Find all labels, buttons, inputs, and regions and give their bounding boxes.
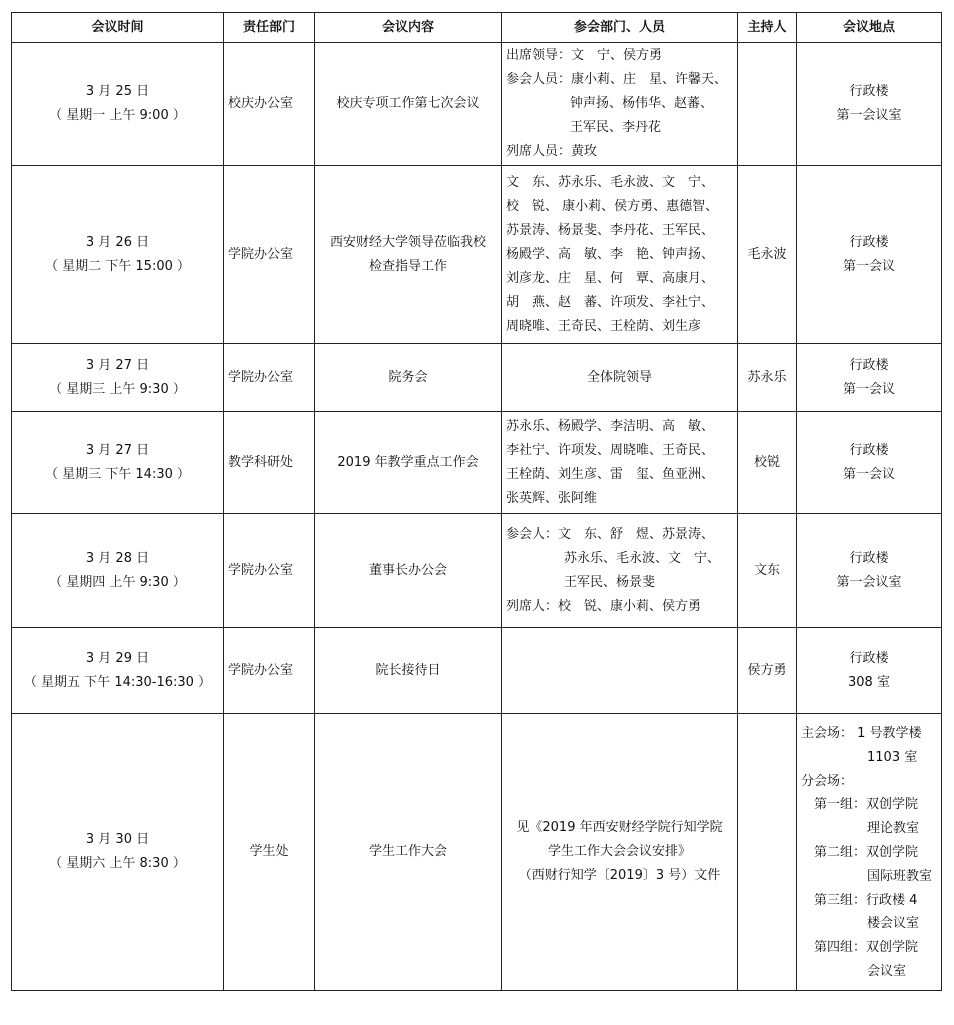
attendee-note: 学生工作大会会议安排》 — [547, 844, 691, 859]
meeting-weekday-time: （ 星期四 上午 9:30 ） — [49, 574, 186, 590]
meeting-time-cell — [12, 514, 224, 628]
host: 文东 — [753, 562, 780, 578]
host-cell — [738, 714, 797, 991]
host: 毛永波 — [747, 246, 787, 262]
content-cell — [315, 514, 502, 628]
meeting-weekday-time: （ 星期一 上午 9:00 ） — [49, 108, 186, 123]
content: 董事长办公会 — [368, 562, 447, 578]
attendee-line: 列席人：校 锐、康小莉、侯方勇 — [506, 598, 702, 614]
location-line: 行政楼 — [849, 234, 889, 250]
location-cell — [797, 166, 942, 344]
location-line: 行政楼 — [849, 357, 889, 373]
table-row — [12, 628, 942, 714]
location-cell — [797, 628, 942, 714]
meeting-weekday-time: （ 星期五 下午 14:30-16:30 ） — [23, 674, 212, 690]
location-line: 第一会议 — [842, 381, 895, 397]
dept: 学院办公室 — [228, 562, 294, 578]
location-line: 1103 室 — [867, 749, 918, 765]
host: 侯方勇 — [747, 662, 787, 678]
meeting-time-cell — [12, 166, 224, 344]
attendee-note: （西财行知学〔2019〕3 号）文件 — [518, 868, 721, 883]
dept-cell — [224, 412, 315, 514]
attendee-line: 钟声扬、杨伟华、赵蕃、 — [570, 96, 714, 111]
meeting-weekday-time: （ 星期二 下午 15:00 ） — [45, 258, 190, 274]
location-cell — [797, 514, 942, 628]
attendee-line: 王军民、杨景斐 — [564, 574, 656, 590]
attendees-cell — [502, 412, 738, 514]
content: 院长接待日 — [375, 662, 441, 678]
host-cell — [738, 412, 797, 514]
dept: 教学科研处 — [228, 454, 294, 470]
meeting-schedule-table — [11, 12, 942, 991]
host-cell — [738, 43, 797, 166]
header-dept: 责任部门 — [224, 13, 315, 43]
host: 苏永乐 — [747, 369, 787, 385]
dept: 校庆办公室 — [228, 96, 294, 111]
content-cell — [315, 344, 502, 412]
dept: 学生处 — [249, 844, 289, 859]
location-line: 楼会议室 — [867, 916, 920, 932]
attendee-line: 胡 燕、赵 蕃、许项发、李社宁、 — [506, 294, 715, 310]
location-line: 第三组：行政楼 4 — [801, 892, 918, 908]
meeting-time-cell — [12, 628, 224, 714]
content: 学生工作大会 — [368, 844, 447, 859]
attendees-summary: 全体院领导 — [586, 369, 652, 385]
content-cell — [315, 43, 502, 166]
meeting-time-cell — [12, 344, 224, 412]
location-line: 第一组：双创学院 — [801, 797, 919, 813]
table-row — [12, 714, 942, 991]
content-cell — [315, 714, 502, 991]
attendee-line: 王栓荫、刘生彦、雷 玺、鱼亚洲、 — [506, 466, 715, 482]
dept-cell — [224, 43, 315, 166]
table-row — [12, 412, 942, 514]
location-line: 行政楼 — [849, 550, 889, 566]
attendees-cell — [502, 514, 738, 628]
location-line: 行政楼 — [849, 84, 889, 99]
dept-cell — [224, 628, 315, 714]
meeting-date: 3 月 29 日 — [85, 650, 150, 666]
host-cell — [738, 344, 797, 412]
header-location: 会议地点 — [797, 13, 942, 43]
attendee-line: 苏景涛、杨景斐、李丹花、王军民、 — [506, 222, 715, 238]
host-cell — [738, 628, 797, 714]
attendee-line: 杨殿学、高 敏、李 艳、钟声扬、 — [506, 246, 715, 262]
meeting-weekday-time: （ 星期三 上午 9:30 ） — [49, 381, 186, 397]
location-line: 会议室 — [867, 963, 907, 979]
attendee-line: 参会人员：康小莉、庄 星、许馨天、 — [506, 72, 728, 87]
location-line: 第一会议 — [842, 258, 895, 274]
attendee-line: 李社宁、许项发、周晓唯、王奇民、 — [506, 442, 715, 458]
attendee-line: 王军民、李丹花 — [570, 120, 662, 135]
dept: 学院办公室 — [228, 246, 294, 262]
meeting-date: 3 月 27 日 — [85, 442, 150, 458]
dept-cell — [224, 514, 315, 628]
attendee-line: 参会人：文 东、舒 煜、苏景涛、 — [506, 526, 715, 542]
table-row — [12, 43, 942, 166]
meeting-date: 3 月 25 日 — [85, 84, 150, 99]
location-line: 308 室 — [848, 674, 890, 690]
location-line: 行政楼 — [849, 650, 889, 666]
meeting-time-cell — [12, 714, 224, 991]
attendee-line: 出席领导：文 宁、侯方勇 — [506, 48, 663, 63]
location-line: 第四组：双创学院 — [801, 940, 919, 956]
meeting-time-cell — [12, 43, 224, 166]
content-cell — [315, 412, 502, 514]
host: 校锐 — [753, 454, 780, 470]
attendee-line: 张英辉、张阿维 — [506, 490, 598, 506]
location-cell — [797, 43, 942, 166]
dept: 学院办公室 — [228, 369, 294, 385]
location-line: 行政楼 — [849, 442, 889, 458]
meeting-date: 3 月 26 日 — [85, 234, 150, 250]
attendees-cell — [502, 628, 738, 714]
location-line: 主会场： 1 号教学楼 — [801, 726, 922, 741]
content: 院务会 — [388, 369, 428, 385]
header-time: 会议时间 — [12, 13, 224, 43]
host-cell — [738, 514, 797, 628]
location-line: 国际班教室 — [867, 868, 933, 884]
attendees-cell — [502, 43, 738, 166]
header-content: 会议内容 — [315, 13, 502, 43]
content: 校庆专项工作第七次会议 — [336, 96, 480, 111]
meeting-date: 3 月 30 日 — [85, 832, 150, 847]
dept: 学院办公室 — [228, 662, 294, 678]
content: 2019 年教学重点工作会 — [337, 454, 479, 470]
meeting-weekday-time: （ 星期三 下午 14:30 ） — [45, 466, 190, 482]
content-cell — [315, 628, 502, 714]
attendees-cell — [502, 714, 738, 991]
content: 西安财经大学领导莅临我校 — [329, 234, 486, 250]
dept-cell — [224, 166, 315, 344]
location-cell — [797, 344, 942, 412]
location-cell — [797, 412, 942, 514]
attendee-note: 见《2019 年西安财经学院行知学院 — [516, 820, 723, 835]
meeting-weekday-time: （ 星期六 上午 8:30 ） — [49, 856, 186, 871]
meeting-time-cell — [12, 412, 224, 514]
header-attendees: 参会部门、人员 — [502, 13, 738, 43]
meeting-date: 3 月 27 日 — [85, 357, 150, 373]
attendee-line: 苏永乐、毛永波、文 宁、 — [564, 550, 721, 566]
location-line: 理论教室 — [867, 821, 920, 837]
location-line: 分会场： — [801, 773, 854, 789]
attendee-line: 列席人员：黄玫 — [506, 144, 598, 159]
dept-cell — [224, 714, 315, 991]
location-line: 第一会议室 — [836, 108, 902, 123]
attendee-line: 校 锐、 康小莉、侯方勇、惠德智、 — [506, 198, 719, 214]
location-line: 第一会议室 — [836, 574, 902, 590]
attendee-line: 苏永乐、杨殿学、李洁明、高 敏、 — [506, 418, 715, 434]
location-line: 第一会议 — [842, 466, 895, 482]
table-row — [12, 344, 942, 412]
dept-cell — [224, 344, 315, 412]
host-cell — [738, 166, 797, 344]
content-cell — [315, 166, 502, 344]
header-row — [12, 13, 942, 43]
attendee-line: 刘彦龙、庄 星、何 覃、高康月、 — [506, 270, 715, 286]
table-row — [12, 514, 942, 628]
table-row — [12, 166, 942, 344]
header-host: 主持人 — [738, 13, 797, 43]
meeting-date: 3 月 28 日 — [85, 550, 150, 566]
attendee-line: 文 东、苏永乐、毛永波、文 宁、 — [506, 174, 715, 190]
content: 检查指导工作 — [368, 258, 447, 274]
attendees-cell — [502, 344, 738, 412]
location-cell — [797, 714, 942, 991]
attendees-cell — [502, 166, 738, 344]
attendee-line: 周晓唯、王奇民、王栓荫、刘生彦 — [506, 318, 702, 334]
location-line: 第二组：双创学院 — [801, 844, 919, 860]
